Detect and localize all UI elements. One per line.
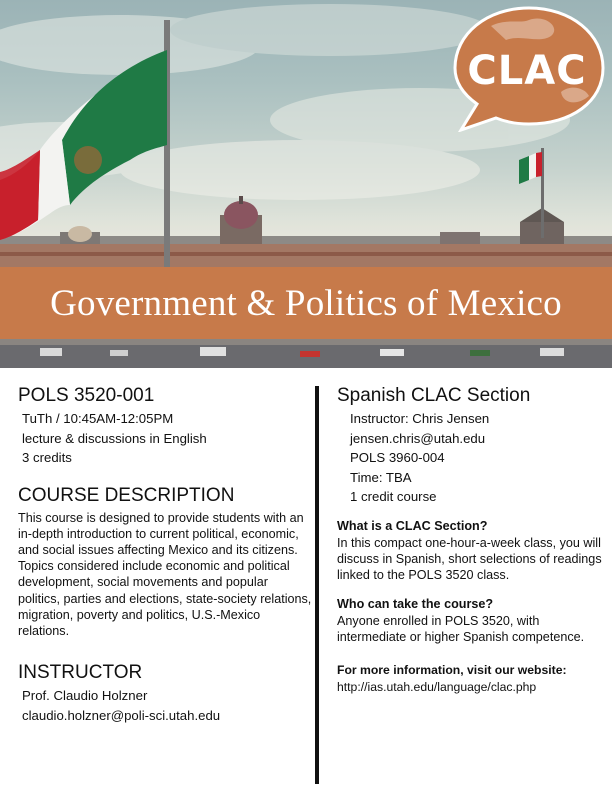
logo-text: CLAC: [467, 48, 587, 94]
column-divider: [315, 386, 319, 784]
description-text: This course is designed to provide students with an in-depth introduction to current political, economic, and social issues affecting Mexico and its citizens. Topics considered include economic and political development, social movements and popular politics, parties and elections, state-society relations, migration, poverty and politics, U.S.-Mexico relations.: [18, 510, 312, 638]
what-is-answer: In this compact one-hour-a-week class, you will discuss in Spanish, short selections of readings linked to the POLS 3520 class.: [337, 535, 602, 582]
plaza-crowd: [0, 339, 612, 368]
clac-instructor: Instructor: Chris Jensen: [350, 411, 490, 426]
right-column: [337, 384, 607, 696]
course-code: POLS 3520-001: [18, 385, 155, 406]
clac-time: Time: TBA: [350, 469, 412, 485]
hero-banner: [0, 0, 612, 368]
more-info-label: For more information, visit our website:: [337, 662, 567, 677]
description-heading: COURSE DESCRIPTION: [18, 484, 235, 506]
clac-credits: 1 credit course: [350, 489, 437, 504]
title-band: [0, 267, 612, 339]
clac-course-code: POLS 3960-004: [350, 450, 445, 465]
course-credits: 3 credits: [22, 450, 72, 465]
instructor-name: Prof. Claudio Holzner: [22, 688, 148, 704]
clac-section-heading: Spanish CLAC Section: [337, 385, 531, 406]
course-schedule: TuTh / 10:45AM-12:05PM: [22, 411, 174, 426]
skyline: [0, 196, 612, 268]
clac-logo: [451, 4, 607, 132]
instructor-heading: INSTRUCTOR: [18, 662, 143, 684]
who-can-answer: Anyone enrolled in POLS 3520, with intermediate or higher Spanish competence.: [337, 614, 585, 645]
what-is-question: What is a CLAC Section?: [337, 518, 488, 533]
who-can-question: Who can take the course?: [337, 597, 494, 612]
course-language: lecture & discussions in English: [22, 430, 207, 446]
instructor-email: claudio.holzner@poli-sci.utah.edu: [22, 707, 221, 723]
left-column: [18, 384, 312, 725]
clac-email: jensen.chris@utah.edu: [350, 430, 486, 446]
website-link[interactable]: http://ias.utah.edu/language/clac.php: [337, 679, 537, 694]
page-title: Government & Politics of Mexico: [50, 282, 562, 324]
